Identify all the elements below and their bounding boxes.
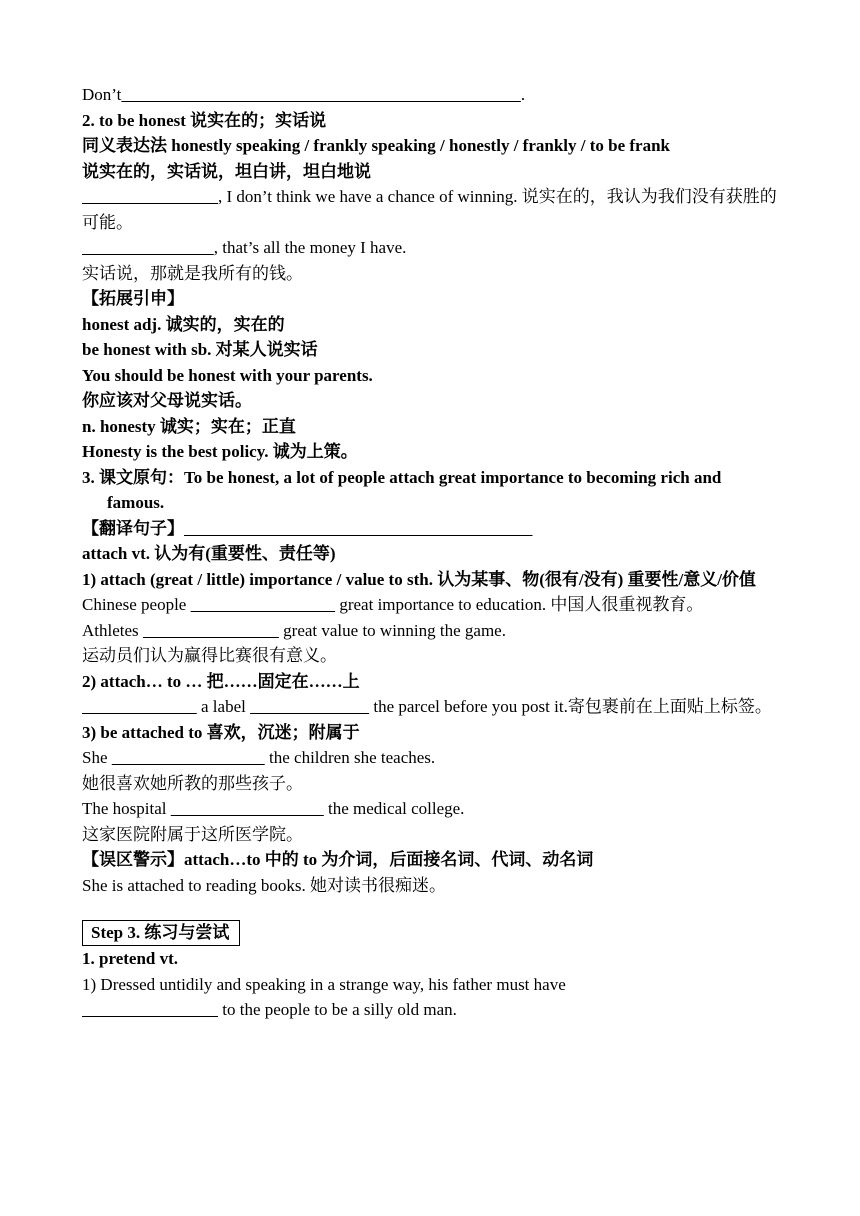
text: , that’s all the money I have. xyxy=(213,238,407,257)
exercise-line xyxy=(82,745,782,771)
answer-blank[interactable] xyxy=(82,1000,218,1019)
subheading-extension: 【拓展引申】 xyxy=(82,289,184,308)
section-heading: 2. to be honest 说实在的；实话说 xyxy=(82,110,327,130)
meaning-line: 说实在的，实话说，坦白讲，坦白地说 xyxy=(82,161,371,181)
warning-line: 【误区警示】attach…to 中的 to 为介词，后面接名词、代词、动名词 xyxy=(82,850,594,869)
vocab-line: be honest with sb. 对某人说实话 xyxy=(82,340,318,359)
text: a label xyxy=(196,697,251,716)
text: . xyxy=(520,85,526,104)
answer-blank[interactable] xyxy=(82,187,218,206)
text: the medical college. xyxy=(323,799,465,818)
exercise-line xyxy=(82,235,782,261)
answer-blank[interactable] xyxy=(121,85,521,104)
translation-line: 你应该对父母说实话。 xyxy=(82,391,252,410)
text: the children she teaches. xyxy=(264,748,436,767)
vocab-line: attach vt. 认为有(重要性、责任等) xyxy=(82,544,336,563)
answer-blank[interactable] xyxy=(250,697,369,716)
text: great value to winning the game. xyxy=(278,620,506,640)
text: Don’t xyxy=(82,85,122,104)
example-line: Honesty is the best policy. 诚为上策。 xyxy=(82,442,358,461)
translation-line: 她很喜欢她所教的那些孩子。 xyxy=(82,773,303,793)
usage-line: 3) be attached to 喜欢，沉迷；附属于 xyxy=(82,722,360,742)
exercise-line xyxy=(82,997,782,1023)
synonyms-line: 同义表达法 honestly speaking / frankly speaking / honestly / frankly / to be frank xyxy=(82,136,671,155)
answer-blank[interactable] xyxy=(184,519,533,538)
exercise-line xyxy=(82,82,782,108)
example-line: She is attached to reading books. 她对读书很痴迷。 xyxy=(82,875,447,895)
answer-blank[interactable] xyxy=(143,621,279,640)
translation-line: 实话说，那就是我所有的钱。 xyxy=(82,263,303,283)
text: Athletes xyxy=(82,620,143,640)
example-line: You should be honest with your parents. xyxy=(82,365,373,385)
vocab-line: n. honesty 诚实；实在；正直 xyxy=(82,416,296,436)
document-page xyxy=(82,82,782,1023)
answer-blank[interactable] xyxy=(82,697,197,716)
translate-line xyxy=(82,516,782,542)
exercise-line xyxy=(82,618,782,644)
step-heading: Step 3. 练习与尝试 xyxy=(82,920,240,946)
text: 【翻译句子】 xyxy=(82,518,184,538)
exercise-line xyxy=(82,592,782,618)
exercise-line xyxy=(82,694,782,720)
text: the parcel before you post it.寄包裹前在上面贴上标签。 xyxy=(369,697,772,716)
exercise-line xyxy=(82,796,782,822)
usage-line: 1) attach (great / little) importance / value to sth. 认为某事、物(很有/没有) 重要性/意义/价值 xyxy=(82,569,756,589)
answer-blank[interactable] xyxy=(82,238,214,257)
text: to the people to be a silly old man. xyxy=(218,1000,457,1019)
text: great importance to education. 中国人很重视教育。 xyxy=(335,595,704,614)
exercise-line: 1) Dressed untidily and speaking in a strange way, his father must have xyxy=(82,974,566,994)
exercise-line xyxy=(82,184,782,235)
usage-line: 2) attach… to … 把……固定在……上 xyxy=(82,671,360,691)
step-box xyxy=(82,898,782,946)
translation-line: 这家医院附属于这所医学院。 xyxy=(82,824,303,844)
vocab-line: honest adj. 诚实的，实在的 xyxy=(82,314,285,334)
text: Chinese people xyxy=(82,595,191,614)
answer-blank[interactable] xyxy=(171,799,324,818)
text: The hospital xyxy=(82,799,171,818)
text: She xyxy=(82,748,112,767)
answer-blank[interactable] xyxy=(112,748,265,767)
translation-line: 运动员们认为赢得比赛很有意义。 xyxy=(82,646,337,665)
vocab-line: 1. pretend vt. xyxy=(82,949,179,968)
section-heading: 3. 课文原句：To be honest, a lot of people attach great importance to becoming rich and famous. xyxy=(82,467,722,512)
text: , I don’t think we have a chance of winning. 说实在的，我认为我们没有获胜的可能。 xyxy=(82,187,777,232)
answer-blank[interactable] xyxy=(191,595,336,614)
